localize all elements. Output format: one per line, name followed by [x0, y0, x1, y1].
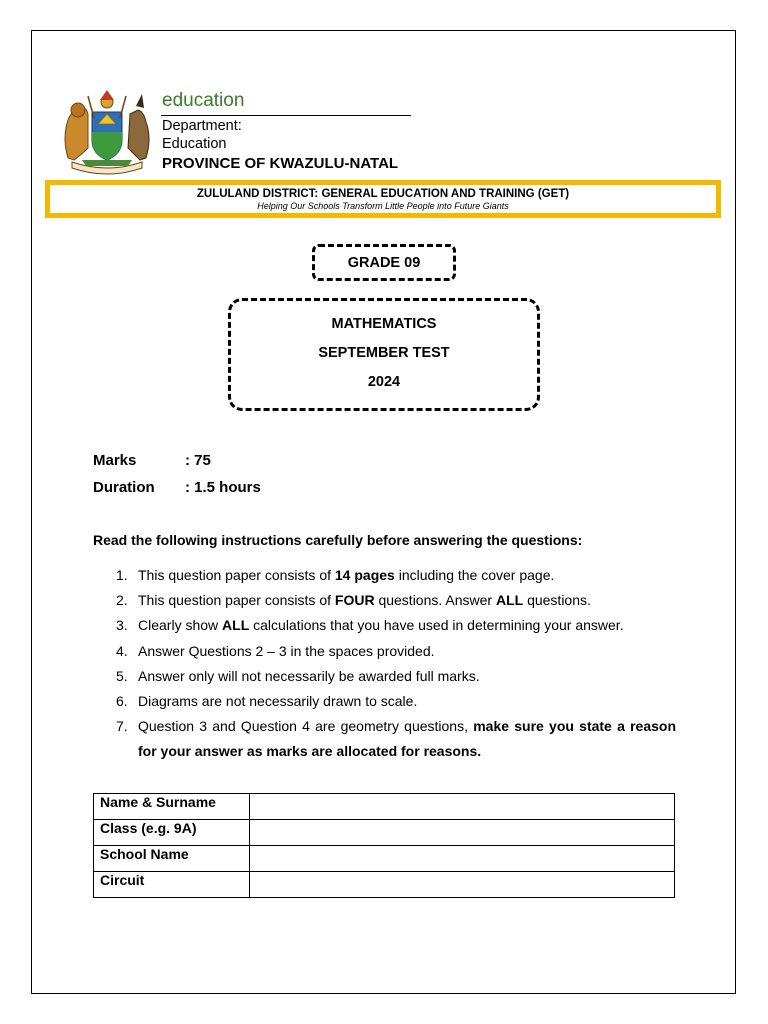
class-field[interactable] — [250, 820, 675, 846]
instructions-heading: Read the following instructions carefully before answering the questions: — [93, 532, 583, 548]
table-row — [94, 794, 675, 820]
grade-label: GRADE 09 — [347, 254, 421, 271]
district-banner — [45, 180, 721, 218]
instruction-item: 6. Diagrams are not necessarily drawn to scale. — [116, 693, 418, 710]
subject-name: MATHEMATICS — [331, 316, 437, 332]
subject-box — [228, 298, 540, 411]
instruction-item: 1. This question paper consists of 14 pages including the cover page. — [116, 567, 555, 583]
marks-label: Marks — [93, 452, 137, 469]
marks-value: : 75 — [185, 452, 211, 469]
name-surname-label: Name & Surname — [94, 794, 250, 820]
department-line-1: Department: — [162, 118, 242, 134]
duration-row — [93, 479, 261, 496]
coat-of-arms-icon — [58, 88, 156, 176]
brand-word: education — [162, 90, 245, 111]
test-year: 2024 — [367, 374, 401, 390]
learner-details-table — [93, 793, 675, 898]
test-name: SEPTEMBER TEST — [318, 345, 450, 361]
circuit-field[interactable] — [250, 872, 675, 898]
circuit-label: Circuit — [94, 872, 250, 898]
district-motto: Helping Our Schools Transform Little People into Future Giants — [257, 201, 509, 211]
class-label: Class (e.g. 9A) — [94, 820, 250, 846]
school-name-field[interactable] — [250, 846, 675, 872]
duration-value: : 1.5 hours — [185, 479, 261, 496]
district-title: ZULULAND DISTRICT: GENERAL EDUCATION AND TRAINING (GET) — [196, 188, 570, 200]
table-row — [94, 846, 675, 872]
instruction-item: 7. Question 3 and Question 4 are geometry questions, make sure you state a reason for your answer as marks are allocated for reasons. — [116, 718, 676, 760]
table-row — [94, 820, 675, 846]
instruction-item: 4. Answer Questions 2 – 3 in the spaces provided. — [116, 642, 435, 659]
instruction-item: 5. Answer only will not necessarily be awarded full marks. — [116, 667, 480, 684]
instructions-list — [112, 563, 676, 765]
grade-box — [312, 244, 456, 281]
duration-label: Duration — [93, 479, 155, 496]
name-surname-field[interactable] — [250, 794, 675, 820]
province-title: PROVINCE OF KWAZULU-NATAL — [162, 155, 399, 172]
instruction-item: 3. Clearly show ALL calculations that you have used in determining your answer. — [116, 617, 624, 634]
department-line-2: Education — [162, 136, 227, 152]
marks-row — [93, 452, 211, 469]
instruction-item: 2. This question paper consists of FOUR questions. Answer ALL questions. — [116, 592, 591, 609]
brand-divider — [161, 115, 411, 116]
school-name-label: School Name — [94, 846, 250, 872]
table-row — [94, 872, 675, 898]
